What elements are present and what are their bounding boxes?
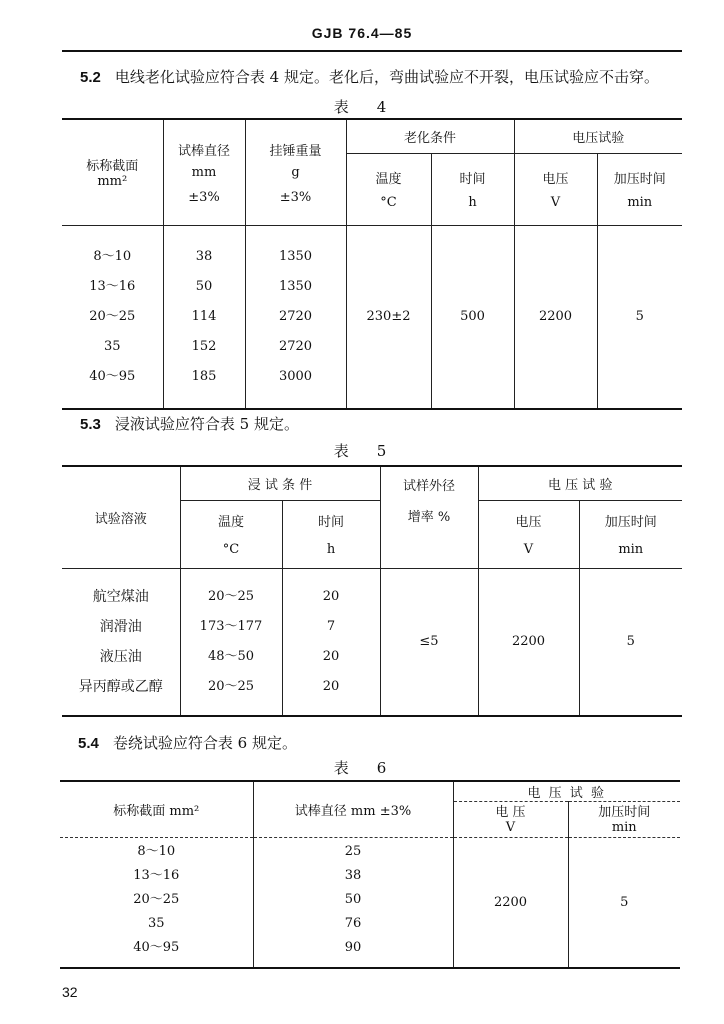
- temperature-value: 230±2: [346, 225, 431, 409]
- table-cell: 40～95: [133, 940, 180, 955]
- header-rod-diameter: 试棒直径 mm ±3%: [163, 119, 245, 225]
- table-cell: 35: [103, 338, 121, 354]
- table-cell: 8～10: [93, 248, 132, 264]
- table-cell: 2720: [278, 338, 313, 354]
- table-cell: 173～177: [199, 618, 263, 634]
- header-temperature: 温度 °C: [180, 500, 282, 568]
- table-cell: 25: [344, 844, 362, 859]
- table5-caption: [300, 440, 420, 461]
- header-voltage: 电压 V: [478, 500, 579, 568]
- table-cell: 20～25: [207, 588, 255, 604]
- header-temperature: 温度 °C: [346, 153, 431, 225]
- apply-time-value: 5: [568, 838, 680, 968]
- header-voltage: 电压 V: [514, 153, 597, 225]
- table-cell: 40～95: [89, 368, 136, 384]
- clause-number: 5.3: [80, 416, 101, 433]
- table6-caption: [300, 757, 420, 778]
- header-apply-time: 加压时间 min: [579, 500, 682, 568]
- table-cell: 185: [191, 368, 217, 384]
- header-weight: 挂锤重量 g ±3%: [245, 119, 346, 225]
- header-apply-time: 加压时间 min: [568, 802, 680, 838]
- table-cell: 异丙醇或乙醇: [78, 678, 163, 695]
- clause-number: 5.2: [80, 69, 101, 86]
- table-cell: 1350: [278, 278, 313, 294]
- table-cell: 8～10: [137, 844, 176, 859]
- table-4: [62, 118, 682, 410]
- column-temperature-values: [180, 568, 282, 716]
- table-cell: 20～25: [207, 678, 255, 694]
- caption-number: 6: [376, 759, 387, 777]
- table-cell: 20: [322, 648, 340, 664]
- column-time-values: [282, 568, 380, 716]
- column-solution-values: [62, 568, 180, 716]
- table-cell: 38: [195, 248, 213, 264]
- header-voltage-test: 电 压 试 验: [453, 781, 680, 802]
- caption-prefix: 表: [333, 98, 349, 116]
- voltage-value: 2200: [478, 568, 579, 716]
- header-rod-diameter: 试棒直径 mm ±3%: [253, 781, 453, 838]
- header-voltage: 电 压 V: [453, 802, 568, 838]
- table-cell: 润滑油: [99, 618, 142, 635]
- document-code: GJB 76.4—85: [311, 25, 413, 41]
- header-time: 时间 h: [282, 500, 380, 568]
- table-cell: 35: [147, 916, 165, 931]
- table-6: [60, 780, 680, 969]
- table-cell: 76: [344, 916, 362, 931]
- header-solution: 试验溶液: [62, 466, 180, 568]
- column-rod-values: [163, 225, 245, 409]
- table-cell: 航空煤油: [92, 588, 149, 605]
- table-cell: 2720: [278, 308, 313, 324]
- column-rod-values: [253, 838, 453, 968]
- caption-number: 4: [376, 98, 387, 116]
- table-5: [62, 465, 682, 717]
- caption-number: 5: [376, 442, 387, 460]
- column-section-values: [62, 225, 163, 409]
- table-cell: 38: [344, 868, 362, 883]
- table-cell: 20: [322, 588, 340, 604]
- table4-caption: [300, 96, 420, 117]
- time-value: 500: [431, 225, 514, 409]
- table-cell: 液压油: [99, 648, 142, 665]
- table-cell: 13～16: [89, 278, 136, 294]
- clause-5-2: [80, 66, 659, 87]
- clause-text: 卷绕试验应符合表 6 规定。: [112, 734, 297, 752]
- header-voltage-test: 电 压 试 验: [478, 466, 682, 500]
- table-cell: 7: [326, 618, 336, 634]
- table-cell: 50: [344, 892, 362, 907]
- table-cell: 114: [191, 308, 217, 324]
- table-cell: 20～25: [89, 308, 136, 324]
- table-cell: 13～16: [133, 868, 180, 883]
- apply-time-value: 5: [597, 225, 682, 409]
- header-diameter-increase: 试样外径 增率 %: [380, 466, 478, 568]
- clause-text: 浸液试验应符合表 5 规定。: [114, 415, 299, 433]
- header-aging-conditions: 老化条件: [346, 119, 514, 153]
- table-cell: 3000: [278, 368, 313, 384]
- clause-text: 电线老化试验应符合表 4 规定。老化后，弯曲试验应不开裂，电压试验应不击穿。: [114, 68, 659, 86]
- table-cell: 48～50: [207, 648, 255, 664]
- clause-5-3: [80, 413, 299, 434]
- table-cell: 90: [344, 940, 362, 955]
- caption-prefix: 表: [333, 759, 349, 777]
- clause-number: 5.4: [78, 735, 99, 752]
- page-number: 32: [62, 984, 78, 1000]
- header-nominal-section: 标称截面 mm²: [60, 781, 253, 838]
- header-rule: [62, 50, 682, 52]
- apply-time-value: 5: [579, 568, 682, 716]
- column-weight-values: [245, 225, 346, 409]
- diameter-increase-value: ≤5: [380, 568, 478, 716]
- header-nominal-section: 标称截面 mm²: [62, 119, 163, 225]
- table-cell: 50: [195, 278, 213, 294]
- table-cell: 1350: [278, 248, 313, 264]
- header-time: 时间 h: [431, 153, 514, 225]
- header-voltage-test: 电压试验: [514, 119, 682, 153]
- table-cell: 20～25: [133, 892, 180, 907]
- voltage-value: 2200: [514, 225, 597, 409]
- header-apply-time: 加压时间 min: [597, 153, 682, 225]
- table-cell: 152: [191, 338, 217, 354]
- voltage-value: 2200: [453, 838, 568, 968]
- table-cell: 20: [322, 678, 340, 694]
- clause-5-4: [78, 732, 297, 753]
- caption-prefix: 表: [333, 442, 349, 460]
- column-section-values: [60, 838, 253, 968]
- header-immersion-conditions: 浸 试 条 件: [180, 466, 380, 500]
